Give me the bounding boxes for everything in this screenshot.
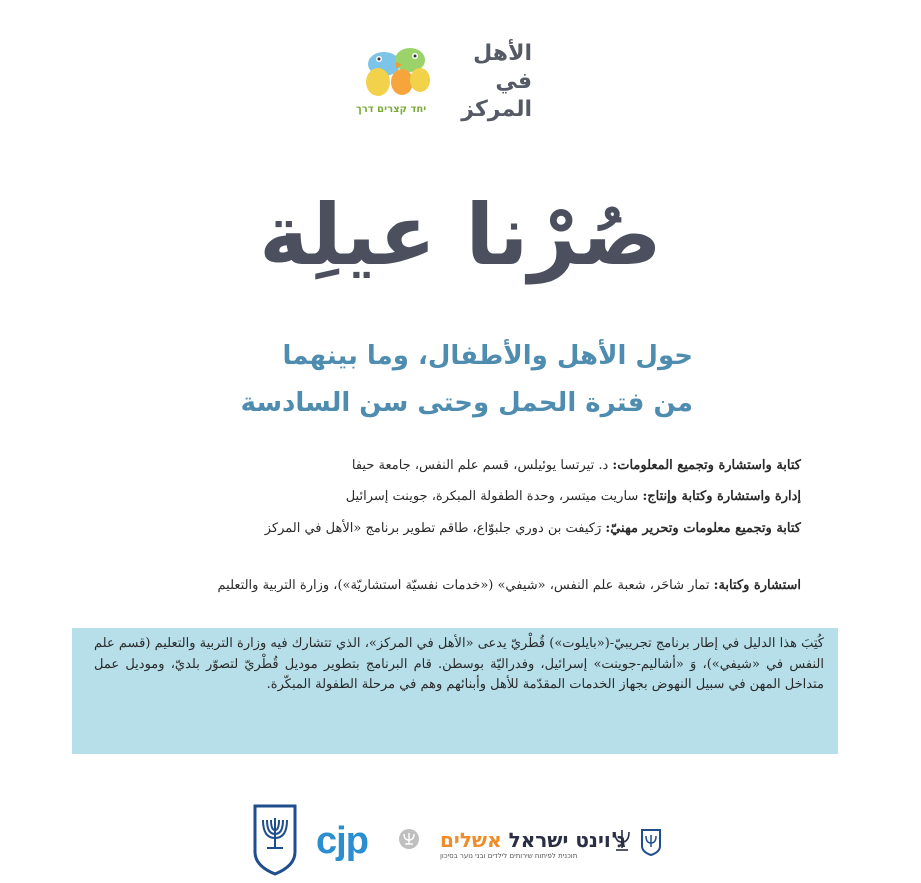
birds-icon [358,38,440,110]
program-logo [352,32,532,122]
menorah-circle-icon [398,828,420,850]
main-title: صُرْنا عيلِة [259,186,662,284]
credit-names: د. تيرتسا يوئيلس، قسم علم النفس، جامعة حيفا [351,458,613,473]
credit-names: تمار شاحَر، شعبة علم النفس، «شيفي» («خدمات نفسيّة استشاريّة»)، وزارة التربية والتعليم [217,578,714,593]
logo-tagline: יחד קצרים דרך [356,104,427,115]
logo-title-line2: المركز [461,97,532,122]
credit-names: رَكيفت بن دوري جلبوّاع، طاقم تطوير برنامج «الأهل في المركز [264,521,606,536]
credit-line [101,458,801,473]
joint-name: ג'וינט ישראל [508,828,626,852]
program-note-text: كُتِبَ هذا الدليل في إطار برنامج تجريبيّ-(«بايلوت») قُطْريّ يدعى «الأهل في المركز»، الذي تتشارك فيه وزارة التربية والتعليم (قسم علم النفس في «شيفي»)، وَ «أشاليم-جوينت» إسرائيل، وفدراليّة بوسطن. قام البرنامج بتطوير موديل قُطْريّ لتصوّر بلديّ، وموديل عمل متداخل المهن في سبيل النهوض بجهاز الخدمات المقدّمة للأهل وأبنائهم وهم في مرحلة الطفولة المبكّرة. [94,636,824,692]
joint-ashalim-logo [440,828,626,852]
cjp-logo: cjp [316,820,368,862]
ashalim-name: אשלים [440,828,502,852]
subtitle-line2: من فترة الحمل وحتى سن السادسة [240,388,693,418]
credit-role: كتابة وتجميع معلومات وتحرير مهنيّ: [605,521,801,536]
program-logo-title [446,40,532,124]
sponsor-logos [0,800,921,883]
credit-role: كتابة واستشارة وتجميع المعلومات: [612,458,801,473]
joint-tagline: תוכנית לפיתוח שירותים לילדים ובני נוער בסיכון [440,852,578,860]
credit-role: إدارة واستشارة وكتابة وإنتاج: [642,489,801,504]
credit-role: استشارة وكتابة: [713,578,801,593]
state-emblem-icon [252,804,298,876]
ministry-emblem-icon [640,828,662,856]
program-note-box [72,628,838,754]
credit-line [101,578,801,593]
credit-line [101,489,801,504]
credit-names: ساريت ميتسر، وحدة الطفولة المبكرة، جوينت إسرائيل [345,489,643,504]
subtitle-line1: حول الأهل والأطفال، وما بينهما [282,341,693,371]
joint-emblem-icon [612,826,632,854]
credit-line [101,521,801,536]
logo-title-line1: الأهل في [473,41,532,94]
